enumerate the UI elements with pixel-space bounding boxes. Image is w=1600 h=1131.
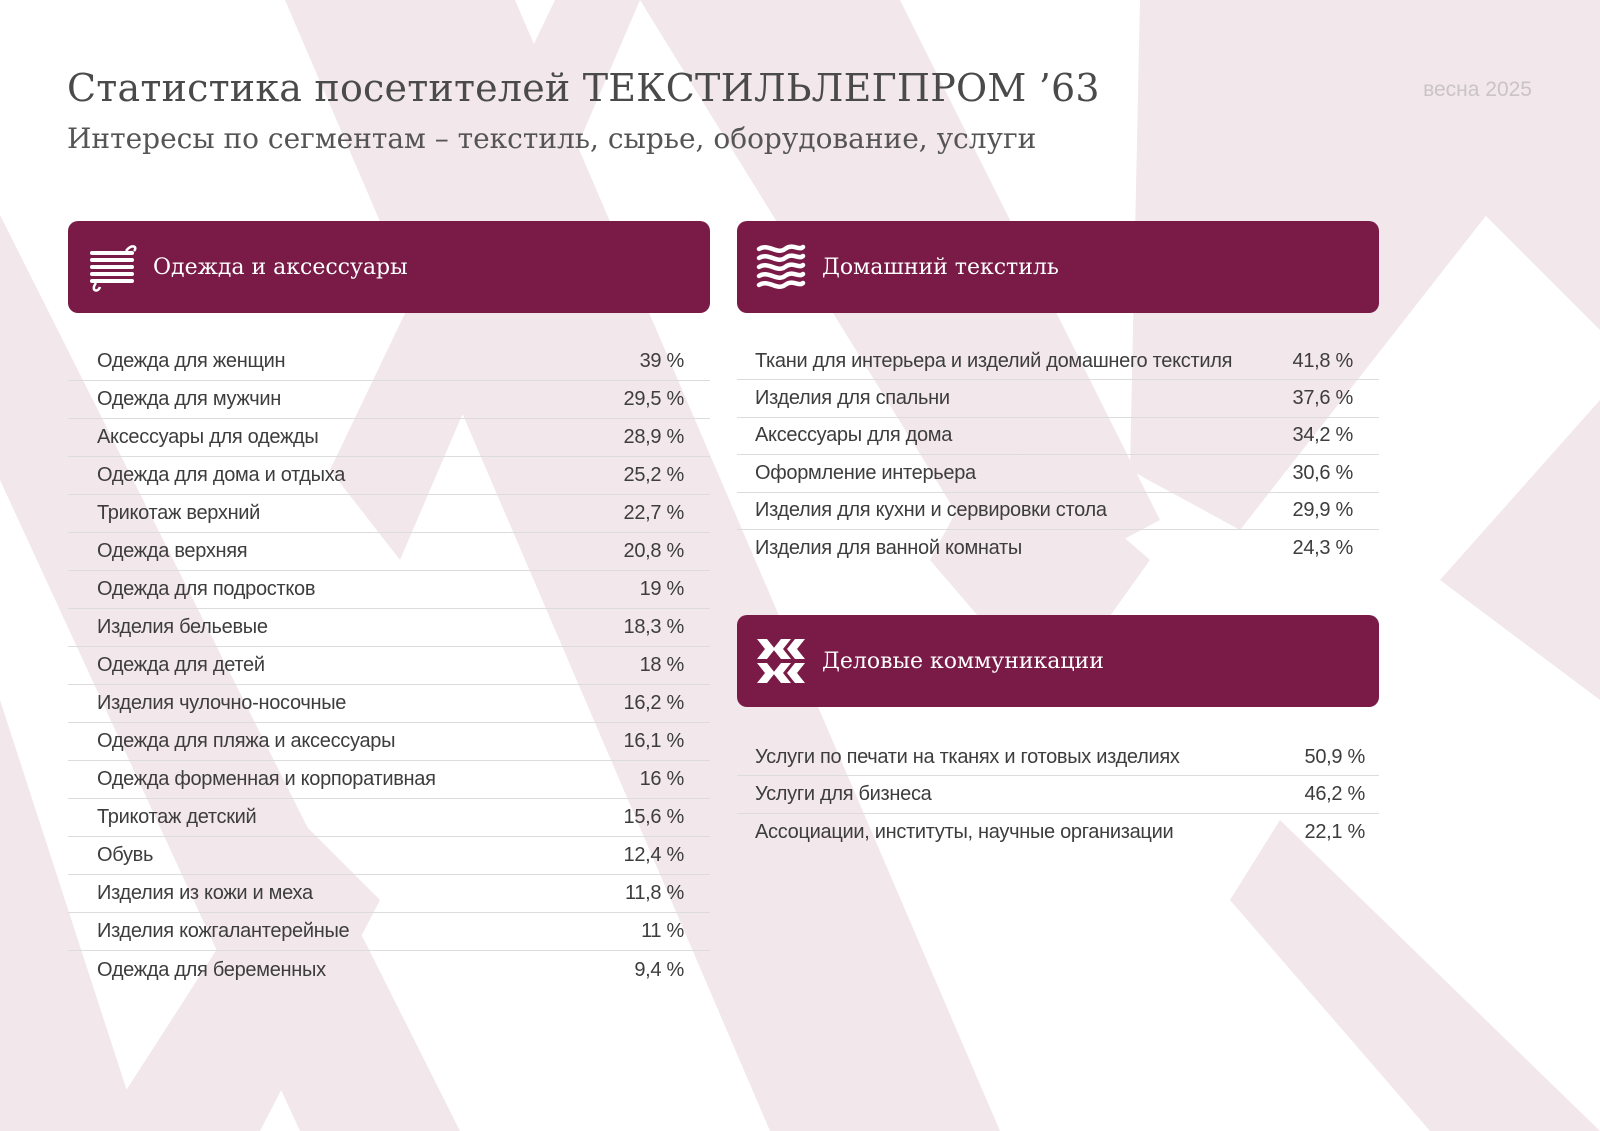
row-label: Ассоциации, институты, научные организации bbox=[755, 820, 1174, 843]
clothing-panel-header bbox=[68, 221, 710, 313]
list-item bbox=[68, 343, 710, 381]
row-value: 19 % bbox=[639, 578, 684, 600]
row-value: 29,5 % bbox=[623, 388, 684, 410]
row-label: Одежда для беременных bbox=[97, 958, 326, 981]
row-value: 12,4 % bbox=[623, 844, 684, 866]
list-item bbox=[68, 761, 710, 799]
list-item bbox=[68, 685, 710, 723]
row-value: 29,9 % bbox=[1292, 499, 1353, 522]
row-label: Изделия бельевые bbox=[97, 616, 268, 638]
list-item bbox=[68, 951, 710, 989]
list-item bbox=[737, 380, 1379, 417]
row-label: Обувь bbox=[97, 844, 154, 866]
row-label: Аксессуары для одежды bbox=[97, 426, 319, 448]
list-item bbox=[737, 739, 1379, 776]
list-item bbox=[68, 419, 710, 457]
row-value: 16,1 % bbox=[623, 730, 684, 752]
row-label: Одежда для дома и отдыха bbox=[97, 464, 346, 486]
row-label: Услуги для бизнеса bbox=[755, 783, 932, 806]
list-item bbox=[737, 343, 1379, 380]
list-item bbox=[68, 457, 710, 495]
list-item bbox=[737, 418, 1379, 455]
row-label: Одежда для подростков bbox=[97, 578, 316, 600]
row-label: Аксессуары для дома bbox=[755, 424, 953, 447]
row-label: Изделия для кухни и сервировки стола bbox=[755, 499, 1107, 522]
fabric-waves-icon bbox=[755, 241, 807, 293]
row-value: 18,3 % bbox=[623, 616, 684, 638]
home-textile-panel-header bbox=[737, 221, 1379, 313]
chevrons-network-icon bbox=[755, 635, 807, 687]
row-value: 11 % bbox=[641, 920, 684, 942]
list-item bbox=[737, 455, 1379, 492]
row-label: Одежда верхняя bbox=[97, 540, 248, 562]
row-label: Одежда для пляжа и аксессуары bbox=[97, 730, 396, 752]
row-value: 24,3 % bbox=[1292, 537, 1353, 560]
row-label: Трикотаж верхний bbox=[97, 502, 261, 524]
row-label: Трикотаж детский bbox=[97, 806, 257, 828]
list-item bbox=[68, 495, 710, 533]
row-label: Изделия для ванной комнаты bbox=[755, 537, 1022, 560]
row-value: 39 % bbox=[639, 350, 684, 372]
business-list bbox=[737, 739, 1379, 851]
row-value: 22,7 % bbox=[623, 502, 684, 524]
row-label: Одежда для мужчин bbox=[97, 388, 282, 410]
row-value: 30,6 % bbox=[1292, 461, 1353, 484]
row-value: 50,9 % bbox=[1304, 745, 1365, 768]
row-value: 46,2 % bbox=[1304, 783, 1365, 806]
row-label: Изделия кожгалантерейные bbox=[97, 920, 350, 942]
row-value: 25,2 % bbox=[623, 464, 684, 486]
row-value: 37,6 % bbox=[1292, 387, 1353, 410]
list-item bbox=[68, 609, 710, 647]
list-item bbox=[68, 533, 710, 571]
row-value: 16 % bbox=[639, 768, 684, 790]
clothing-panel-title: Одежда и аксессуары bbox=[153, 254, 408, 280]
home-textile-panel bbox=[737, 221, 1379, 567]
row-label: Изделия чулочно-носочные bbox=[97, 692, 347, 714]
list-item bbox=[737, 493, 1379, 530]
list-item bbox=[68, 571, 710, 609]
list-item bbox=[68, 381, 710, 419]
row-label: Оформление интерьера bbox=[755, 461, 976, 484]
row-value: 18 % bbox=[639, 654, 684, 676]
row-label: Одежда форменная и корпоративная bbox=[97, 768, 436, 790]
thread-spool-icon bbox=[86, 241, 138, 293]
list-item bbox=[737, 776, 1379, 813]
row-value: 41,8 % bbox=[1292, 349, 1353, 372]
list-item bbox=[68, 913, 710, 951]
row-value: 11,8 % bbox=[625, 882, 684, 904]
list-item bbox=[737, 530, 1379, 567]
home-textile-list bbox=[737, 343, 1379, 567]
row-label: Одежда для женщин bbox=[97, 350, 286, 372]
row-value: 15,6 % bbox=[623, 806, 684, 828]
row-value: 34,2 % bbox=[1292, 424, 1353, 447]
home-textile-panel-title: Домашний текстиль bbox=[822, 254, 1059, 280]
list-item bbox=[68, 799, 710, 837]
row-value: 20,8 % bbox=[623, 540, 684, 562]
row-value: 22,1 % bbox=[1304, 820, 1365, 843]
row-label: Услуги по печати на тканях и готовых изделиях bbox=[755, 745, 1180, 768]
page-title: Статистика посетителей ТЕКСТИЛЬЛЕГПРОМ ’63 bbox=[67, 66, 1100, 110]
row-label: Изделия для спальни bbox=[755, 387, 950, 410]
row-value: 28,9 % bbox=[623, 426, 684, 448]
row-value: 16,2 % bbox=[623, 692, 684, 714]
list-item bbox=[737, 814, 1379, 851]
season-label: весна 2025 bbox=[1423, 78, 1532, 101]
clothing-list bbox=[68, 343, 710, 989]
row-label: Изделия из кожи и меха bbox=[97, 882, 313, 904]
row-label: Ткани для интерьера и изделий домашнего текстиля bbox=[755, 349, 1233, 372]
list-item bbox=[68, 837, 710, 875]
business-panel-header bbox=[737, 615, 1379, 707]
clothing-panel bbox=[68, 221, 710, 989]
row-label: Одежда для детей bbox=[97, 654, 265, 676]
business-panel bbox=[737, 615, 1379, 851]
list-item bbox=[68, 875, 710, 913]
list-item bbox=[68, 647, 710, 685]
row-value: 9,4 % bbox=[634, 958, 684, 981]
list-item bbox=[68, 723, 710, 761]
page-subtitle: Интересы по сегментам – текстиль, сырье, оборудование, услуги bbox=[67, 122, 1037, 155]
business-panel-title: Деловые коммуникации bbox=[822, 648, 1104, 674]
